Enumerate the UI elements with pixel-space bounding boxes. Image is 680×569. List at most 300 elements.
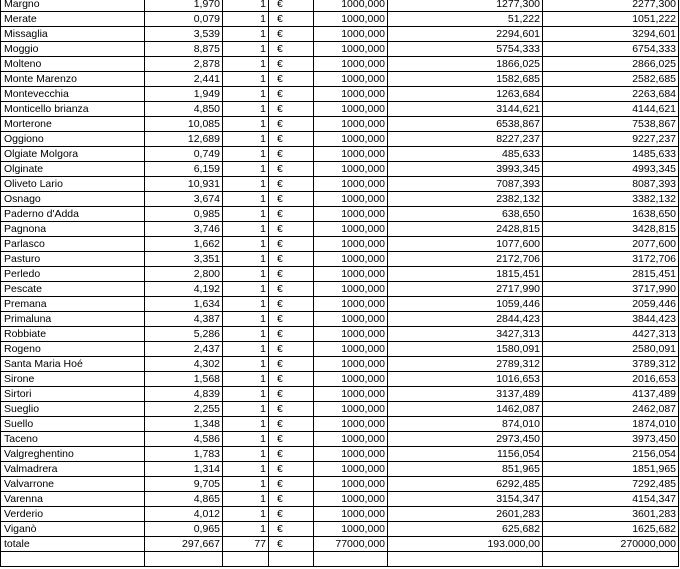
table-cell: 1 xyxy=(223,237,269,252)
table-row xyxy=(1,12,679,27)
table-cell: € xyxy=(269,462,314,477)
table-cell: € xyxy=(269,12,314,27)
table-cell: 1277,300 xyxy=(388,0,543,12)
table-cell: Morterone xyxy=(1,117,145,132)
table-cell: 1485,633 xyxy=(543,147,679,162)
table-cell: 1000,000 xyxy=(314,252,388,267)
table-cell: 1 xyxy=(223,342,269,357)
table-cell: Taceno xyxy=(1,432,145,447)
table-cell: € xyxy=(269,327,314,342)
table-cell: 4144,621 xyxy=(543,102,679,117)
table-cell: € xyxy=(269,222,314,237)
table-cell: 8227,237 xyxy=(388,132,543,147)
table-cell: 1,348 xyxy=(145,417,223,432)
table-cell: 4,302 xyxy=(145,357,223,372)
table-cell: 2,437 xyxy=(145,342,223,357)
table-cell: 1 xyxy=(223,12,269,27)
table-cell: 1851,965 xyxy=(543,462,679,477)
table-cell: 7292,485 xyxy=(543,477,679,492)
table-cell: 1 xyxy=(223,252,269,267)
table-cell: 1000,000 xyxy=(314,327,388,342)
table-cell: 3,746 xyxy=(145,222,223,237)
table-cell: 0,079 xyxy=(145,12,223,27)
table-cell: Valvarrone xyxy=(1,477,145,492)
table-cell: 77000,000 xyxy=(314,537,388,552)
table-cell: € xyxy=(269,432,314,447)
table-row xyxy=(1,552,679,567)
table-cell: 1000,000 xyxy=(314,237,388,252)
table-cell: 1000,000 xyxy=(314,507,388,522)
table-cell: 1 xyxy=(223,177,269,192)
table-cell: 1000,000 xyxy=(314,342,388,357)
table-cell: 1000,000 xyxy=(314,357,388,372)
table-cell: 1051,222 xyxy=(543,12,679,27)
table-row xyxy=(1,252,679,267)
table-cell: € xyxy=(269,252,314,267)
table-cell: 1000,000 xyxy=(314,522,388,537)
table-row xyxy=(1,417,679,432)
table-row xyxy=(1,402,679,417)
table-row xyxy=(1,312,679,327)
table-cell: 1000,000 xyxy=(314,132,388,147)
table-cell xyxy=(1,552,145,567)
table-cell: 3154,347 xyxy=(388,492,543,507)
table-cell: 1 xyxy=(223,162,269,177)
table-cell: 1 xyxy=(223,357,269,372)
table-cell: Premana xyxy=(1,297,145,312)
table-cell: 2973,450 xyxy=(388,432,543,447)
table-cell: 3789,312 xyxy=(543,357,679,372)
table-cell: Varenna xyxy=(1,492,145,507)
table-cell: 4,850 xyxy=(145,102,223,117)
table-cell: € xyxy=(269,282,314,297)
table-cell: Osnago xyxy=(1,192,145,207)
table-cell: 6754,333 xyxy=(543,42,679,57)
table-row xyxy=(1,297,679,312)
table-cell: 1,949 xyxy=(145,87,223,102)
table-cell: 1000,000 xyxy=(314,117,388,132)
table-cell: € xyxy=(269,447,314,462)
table-cell: 1000,000 xyxy=(314,372,388,387)
table-cell: € xyxy=(269,507,314,522)
table-cell: 77 xyxy=(223,537,269,552)
table-cell: Viganò xyxy=(1,522,145,537)
table-cell: 1,970 xyxy=(145,0,223,12)
table-cell: 1 xyxy=(223,72,269,87)
table-cell: Verderio xyxy=(1,507,145,522)
table-cell: 1000,000 xyxy=(314,297,388,312)
table-cell: € xyxy=(269,387,314,402)
table-cell: 1156,054 xyxy=(388,447,543,462)
table-cell: 270000,000 xyxy=(543,537,679,552)
table-cell: 1000,000 xyxy=(314,102,388,117)
table-cell: 5754,333 xyxy=(388,42,543,57)
table-cell: 1 xyxy=(223,117,269,132)
table-cell: Moggio xyxy=(1,42,145,57)
table-cell: 2462,087 xyxy=(543,402,679,417)
table-row xyxy=(1,0,679,12)
table-cell: 1 xyxy=(223,522,269,537)
table-cell: 2016,653 xyxy=(543,372,679,387)
table-cell: 1 xyxy=(223,207,269,222)
table-cell: 1 xyxy=(223,417,269,432)
table-cell: 1 xyxy=(223,387,269,402)
table-cell: 2717,990 xyxy=(388,282,543,297)
table-row xyxy=(1,342,679,357)
table-cell: 2428,815 xyxy=(388,222,543,237)
table-cell: 1000,000 xyxy=(314,282,388,297)
table-cell: 1 xyxy=(223,402,269,417)
table-cell: 2172,706 xyxy=(388,252,543,267)
table-cell: 1000,000 xyxy=(314,402,388,417)
table-cell: 2156,054 xyxy=(543,447,679,462)
table-cell: 10,085 xyxy=(145,117,223,132)
table-cell: 625,682 xyxy=(388,522,543,537)
table-row xyxy=(1,192,679,207)
table-cell: 3993,345 xyxy=(388,162,543,177)
table-cell: € xyxy=(269,87,314,102)
table-cell: 9,705 xyxy=(145,477,223,492)
table-cell: 1625,682 xyxy=(543,522,679,537)
table-cell: 1000,000 xyxy=(314,447,388,462)
table-cell: 2,441 xyxy=(145,72,223,87)
table-cell: 2580,091 xyxy=(543,342,679,357)
table-cell: 1000,000 xyxy=(314,57,388,72)
table-cell: € xyxy=(269,117,314,132)
table-cell: 1000,000 xyxy=(314,147,388,162)
table-cell: € xyxy=(269,312,314,327)
table-cell: € xyxy=(269,402,314,417)
table-row xyxy=(1,492,679,507)
table-cell: 3973,450 xyxy=(543,432,679,447)
table-cell: € xyxy=(269,417,314,432)
table-cell: € xyxy=(269,27,314,42)
table-cell: 1638,650 xyxy=(543,207,679,222)
table-cell: 1 xyxy=(223,372,269,387)
table-cell: 2866,025 xyxy=(543,57,679,72)
table-cell: 2277,300 xyxy=(543,0,679,12)
table-cell: 3,674 xyxy=(145,192,223,207)
table-cell xyxy=(314,552,388,567)
table-cell: 1 xyxy=(223,447,269,462)
table-cell: 2844,423 xyxy=(388,312,543,327)
table-cell: Pagnona xyxy=(1,222,145,237)
table-cell: Valmadrera xyxy=(1,462,145,477)
table-cell: 3,351 xyxy=(145,252,223,267)
table-cell: 4,012 xyxy=(145,507,223,522)
table-cell: € xyxy=(269,357,314,372)
table-cell: Primaluna xyxy=(1,312,145,327)
table-cell: 1,634 xyxy=(145,297,223,312)
table-cell: 193.000,00 xyxy=(388,537,543,552)
table-cell: 2815,451 xyxy=(543,267,679,282)
table-cell: Robbiate xyxy=(1,327,145,342)
table-cell: 1000,000 xyxy=(314,87,388,102)
table-cell: 2,878 xyxy=(145,57,223,72)
table-cell: 0,749 xyxy=(145,147,223,162)
table-cell: 874,010 xyxy=(388,417,543,432)
table-cell: 1,314 xyxy=(145,462,223,477)
table-row xyxy=(1,237,679,252)
table-cell xyxy=(223,552,269,567)
table-cell: Oliveto Lario xyxy=(1,177,145,192)
table-cell: 1 xyxy=(223,432,269,447)
table-cell: 2263,684 xyxy=(543,87,679,102)
table-cell xyxy=(388,552,543,567)
table-cell: 2,800 xyxy=(145,267,223,282)
table-cell: 1 xyxy=(223,27,269,42)
table-cell: 1 xyxy=(223,102,269,117)
table-row xyxy=(1,27,679,42)
table-cell: 3428,815 xyxy=(543,222,679,237)
table-cell: 1077,600 xyxy=(388,237,543,252)
table-cell: 1000,000 xyxy=(314,267,388,282)
table-cell: Sueglio xyxy=(1,402,145,417)
table-cell: € xyxy=(269,342,314,357)
table-cell: € xyxy=(269,57,314,72)
table-cell: € xyxy=(269,237,314,252)
table-cell: 2077,600 xyxy=(543,237,679,252)
table-cell: 1000,000 xyxy=(314,27,388,42)
table-cell: 3382,132 xyxy=(543,192,679,207)
table-cell: € xyxy=(269,102,314,117)
table-cell: 1 xyxy=(223,507,269,522)
table-cell: Parlasco xyxy=(1,237,145,252)
table-cell: 0,965 xyxy=(145,522,223,537)
table-cell: 1 xyxy=(223,477,269,492)
table-cell: totale xyxy=(1,537,145,552)
table-row xyxy=(1,387,679,402)
table-cell: 1,662 xyxy=(145,237,223,252)
table-cell: 485,633 xyxy=(388,147,543,162)
table-cell: 1000,000 xyxy=(314,477,388,492)
table-cell: 1 xyxy=(223,57,269,72)
table-cell: 1462,087 xyxy=(388,402,543,417)
table-cell: 2382,132 xyxy=(388,192,543,207)
table-cell: 2294,601 xyxy=(388,27,543,42)
table-cell: Missaglia xyxy=(1,27,145,42)
table-cell: 5,286 xyxy=(145,327,223,342)
table-cell: 2582,685 xyxy=(543,72,679,87)
table-cell: 4,839 xyxy=(145,387,223,402)
table-cell: 1815,451 xyxy=(388,267,543,282)
table-cell: 1000,000 xyxy=(314,387,388,402)
table-cell: 3,539 xyxy=(145,27,223,42)
table-cell: 1874,010 xyxy=(543,417,679,432)
table-cell: 9227,237 xyxy=(543,132,679,147)
table-cell: 1 xyxy=(223,132,269,147)
table-cell: 1000,000 xyxy=(314,492,388,507)
table-cell: 1000,000 xyxy=(314,162,388,177)
table-row xyxy=(1,477,679,492)
table-cell: € xyxy=(269,537,314,552)
table-cell: Monticello brianza xyxy=(1,102,145,117)
table-cell: € xyxy=(269,0,314,12)
table-cell: Olgiate Molgora xyxy=(1,147,145,162)
table-row xyxy=(1,57,679,72)
table-cell: 2789,312 xyxy=(388,357,543,372)
table-cell: € xyxy=(269,477,314,492)
table-cell: € xyxy=(269,207,314,222)
table-cell: Valgreghentino xyxy=(1,447,145,462)
table-cell: 1000,000 xyxy=(314,432,388,447)
table-cell: 1000,000 xyxy=(314,462,388,477)
table-cell: 4993,345 xyxy=(543,162,679,177)
table-cell: 51,222 xyxy=(388,12,543,27)
table-cell: Paderno d'Adda xyxy=(1,207,145,222)
table-cell: 2059,446 xyxy=(543,297,679,312)
table-cell: 3601,283 xyxy=(543,507,679,522)
table-cell: 3717,990 xyxy=(543,282,679,297)
table-cell: 297,667 xyxy=(145,537,223,552)
table-cell: 3137,489 xyxy=(388,387,543,402)
table-cell: Sirtori xyxy=(1,387,145,402)
table-cell: 1000,000 xyxy=(314,72,388,87)
table-cell: 3172,706 xyxy=(543,252,679,267)
table-cell: Oggiono xyxy=(1,132,145,147)
table-body xyxy=(1,0,679,567)
table-cell: 1582,685 xyxy=(388,72,543,87)
table-cell: € xyxy=(269,267,314,282)
table-row xyxy=(1,87,679,102)
table-cell: 4,865 xyxy=(145,492,223,507)
table-cell: 1 xyxy=(223,147,269,162)
table-cell: Montevecchia xyxy=(1,87,145,102)
table-cell: Olginate xyxy=(1,162,145,177)
table-row xyxy=(1,102,679,117)
table-row xyxy=(1,222,679,237)
table-row xyxy=(1,207,679,222)
table-row xyxy=(1,42,679,57)
table-cell xyxy=(145,552,223,567)
table-cell: 7538,867 xyxy=(543,117,679,132)
table-cell: Sirone xyxy=(1,372,145,387)
table-cell: € xyxy=(269,162,314,177)
table-cell: Pasturo xyxy=(1,252,145,267)
table-row xyxy=(1,432,679,447)
table-cell: 1263,684 xyxy=(388,87,543,102)
table-cell: 1059,446 xyxy=(388,297,543,312)
table-row xyxy=(1,72,679,87)
table-cell: Merate xyxy=(1,12,145,27)
table-row xyxy=(1,132,679,147)
table-cell: 1 xyxy=(223,462,269,477)
table-cell: 6538,867 xyxy=(388,117,543,132)
table-row xyxy=(1,267,679,282)
table-cell: 1000,000 xyxy=(314,177,388,192)
table-cell: 1580,091 xyxy=(388,342,543,357)
table-cell: 6292,485 xyxy=(388,477,543,492)
table-cell: Pescate xyxy=(1,282,145,297)
table-cell: 2,255 xyxy=(145,402,223,417)
table-cell: 4154,347 xyxy=(543,492,679,507)
table-cell: 1 xyxy=(223,282,269,297)
table-cell: 1000,000 xyxy=(314,417,388,432)
table-cell: 1 xyxy=(223,192,269,207)
table-cell: 1 xyxy=(223,0,269,12)
table-cell: 4137,489 xyxy=(543,387,679,402)
table-cell: 1 xyxy=(223,297,269,312)
table-cell: 12,689 xyxy=(145,132,223,147)
table-row xyxy=(1,447,679,462)
table-cell: € xyxy=(269,492,314,507)
table-cell: € xyxy=(269,192,314,207)
table-cell: 4427,313 xyxy=(543,327,679,342)
table-row xyxy=(1,282,679,297)
table-cell: Perledo xyxy=(1,267,145,282)
table-cell: € xyxy=(269,372,314,387)
table-cell: 1 xyxy=(223,492,269,507)
table-cell: 1000,000 xyxy=(314,12,388,27)
table-cell: 3144,621 xyxy=(388,102,543,117)
table-cell: Rogeno xyxy=(1,342,145,357)
table-cell: € xyxy=(269,147,314,162)
table-row xyxy=(1,462,679,477)
table-cell: 0,985 xyxy=(145,207,223,222)
table-cell: € xyxy=(269,132,314,147)
table-cell: 4,387 xyxy=(145,312,223,327)
table-cell: Margno xyxy=(1,0,145,12)
table-cell: 1 xyxy=(223,312,269,327)
table-cell: € xyxy=(269,297,314,312)
table-cell: 638,650 xyxy=(388,207,543,222)
table-cell: 1,783 xyxy=(145,447,223,462)
table-cell: 1000,000 xyxy=(314,42,388,57)
table-row xyxy=(1,357,679,372)
table-cell: 3294,601 xyxy=(543,27,679,42)
table-cell xyxy=(543,552,679,567)
table-cell: 1000,000 xyxy=(314,207,388,222)
table-cell: 1 xyxy=(223,267,269,282)
table-row xyxy=(1,507,679,522)
table-row xyxy=(1,117,679,132)
table-cell: 1000,000 xyxy=(314,222,388,237)
table-row xyxy=(1,162,679,177)
table-cell xyxy=(269,552,314,567)
table-cell: 8,875 xyxy=(145,42,223,57)
table-cell: 7087,393 xyxy=(388,177,543,192)
table-cell: 1 xyxy=(223,87,269,102)
table-cell: Molteno xyxy=(1,57,145,72)
table-row xyxy=(1,372,679,387)
table-row xyxy=(1,147,679,162)
table-cell: 1000,000 xyxy=(314,0,388,12)
table-cell: Monte Marenzo xyxy=(1,72,145,87)
table-row xyxy=(1,522,679,537)
table-cell: € xyxy=(269,177,314,192)
table-cell: 10,931 xyxy=(145,177,223,192)
table-cell: 4,586 xyxy=(145,432,223,447)
table-row xyxy=(1,177,679,192)
table-cell: 1 xyxy=(223,42,269,57)
table-cell: € xyxy=(269,522,314,537)
table-row xyxy=(1,537,679,552)
table-cell: 1000,000 xyxy=(314,192,388,207)
table-cell: € xyxy=(269,42,314,57)
table-cell: Santa Maria Hoé xyxy=(1,357,145,372)
table-cell: 4,192 xyxy=(145,282,223,297)
table-cell: 1,568 xyxy=(145,372,223,387)
table-cell: 1 xyxy=(223,222,269,237)
table-cell: 1016,653 xyxy=(388,372,543,387)
table-cell: 3844,423 xyxy=(543,312,679,327)
table-cell: 1866,025 xyxy=(388,57,543,72)
table-cell: 1 xyxy=(223,327,269,342)
table-cell: 2601,283 xyxy=(388,507,543,522)
table-cell: € xyxy=(269,72,314,87)
table-cell: 6,159 xyxy=(145,162,223,177)
table-cell: 851,965 xyxy=(388,462,543,477)
